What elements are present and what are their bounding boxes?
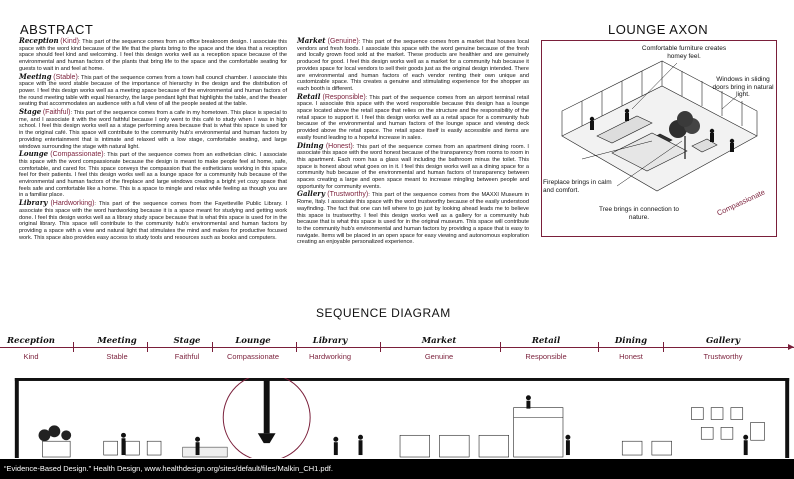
stage-divider [73, 342, 74, 352]
sequence-title: SEQUENCE DIAGRAM [316, 306, 451, 320]
stage-divider [663, 342, 664, 352]
entry-term: Lounge [19, 149, 49, 159]
entry-term: Retail [297, 91, 321, 101]
entry-text: : This part of the sequence comes from a cafe in my hometown. This place is special to me, and I associate it with the word faithful because I only went to this café to study when I was in high school. I feel this design works well as a stage performing area because that is what this space is used for in the original café. This space will contribute to the community hub's environmental and human factors by providing entertainment that is intimate and relaxed with a low stage, comfortable seating, and large windows surrounding the stage with natural light. [19, 110, 287, 150]
entry-word-open: (Hardworking) [50, 200, 95, 208]
abstract-column-left [19, 38, 287, 242]
entry-term: Market [297, 36, 326, 45]
sequence-line [0, 347, 794, 348]
entry-word-open: (Genuine) [327, 38, 359, 45]
entry-word-open: (Stable) [53, 73, 78, 81]
entry-text: : This part of the sequence comes from a town hall council chamber. I associate this space with the word stable because of the importance of hierarchy in the design and the distribution of power. I feel this design works well as a meeting space because of the environmental and human factors of the round meeting table with equal hierarchy, the large pendant light that highlights the table, and the theater seating that accommodates an audience with a full view of all the people seated at the table. [19, 74, 287, 108]
abstract-title: ABSTRACT [20, 22, 94, 37]
annotation-windows: Windows in sliding doors bring in natural light. [712, 76, 774, 98]
lounge-fireplace-flue [264, 378, 270, 433]
stage-word: Hardworking [308, 352, 352, 361]
annotation-fireplace: Fireplace brings in calm and comfort. [543, 179, 612, 194]
stage-term: Dining [614, 336, 648, 346]
retail-mezzanine [514, 408, 563, 457]
entry-word-open: (Honest) [325, 142, 353, 150]
stage-divider [212, 342, 213, 352]
entry-word: Trustworthy [329, 191, 366, 199]
stage-divider [500, 342, 501, 352]
stage-term: Reception [6, 336, 55, 346]
entry-term: Meeting [19, 71, 52, 81]
entry-text: : This part of the sequence comes from a market that houses local vendors and fresh foods. I associate this space with the word genuine because of the fresh and locally grown food sold at the market. These products are healthier and are genuinely produced for good. I feel this design works well as a market for a community hub because it provides space for local vendors to sell their goods just as the original design intended. There are environmental and human factors of each vendor renting their own unique and customizable space. This creates a genuine and stimulating experience for the shopper as each booth is different. [297, 39, 529, 92]
abstract-entry [19, 151, 287, 199]
sequence-section-drawing [10, 378, 794, 458]
entry-word: Kind [62, 38, 77, 45]
gallery-frames [691, 408, 764, 441]
entry-text: : This part of the sequence comes from the Fayetteville Public Library. I associate this space with the word hardworking because it is a space meant for studying and getting work done. I feel this design works well as a library study space because that is what this space is used for in the original library. This space will contribute to the community hub's environmental and human factors by providing a space with a view and natural light that stimulates the mind and makes for productive focused work. This space also provides easy access to study tools and resources such as books and computers. [19, 201, 288, 241]
stage-term: Gallery [705, 336, 741, 346]
entry-word-open: (Trustworthy) [327, 191, 369, 199]
entry-term: Stage [19, 107, 42, 117]
stage-word: Genuine [424, 352, 454, 361]
entry-text: : This part of the sequence comes from the MAXXI Museum in Rome, Italy. I associate this space with the word trustworthy because of the easily understood wayfinding. The fact that one can tell where to go just by looking ahead leads me to believe this space is trustworthy. I feel this design works well as a gallery for a community hub because that is what this space is used for in the original museum. This space will contribute to the community hub's environmental and human factors by providing a space that is easy to navigate. Items will be placed in an open space for easy viewing and autonomous exploration creating an enjoyable personalized experience. [297, 192, 529, 246]
stage-term: Market [421, 336, 457, 346]
entry-word: Hardworking [52, 200, 93, 208]
stage-divider [380, 342, 381, 352]
annotation-furniture: Comfortable furniture creates homey feel. [641, 45, 727, 60]
stage-term: Library [312, 336, 348, 346]
market-stalls [400, 435, 509, 457]
entry-word: Genuine [329, 38, 357, 45]
abstract-entry [297, 38, 529, 93]
entry-word: Honest [328, 142, 351, 150]
entry-text: : This part of the sequence comes from an office breakroom design. I associate this space with the word kind because of the life that the plants bring to the space and the idea that a reception space should feel kind and welcoming. I feel this design works well as a reception space because of the environmental and human factors of the plants that bring life to the space and the comfortable seating for guests to wait in and feel at home. [19, 39, 288, 72]
stage-word: Faithful [174, 352, 200, 361]
stage-word: Stable [106, 352, 128, 361]
entry-word-open: (Responsible) [322, 93, 366, 101]
abstract-column-right [297, 38, 529, 247]
stage-divider [296, 342, 297, 352]
stage-term: Lounge [235, 336, 271, 346]
entry-word-open: (Kind) [60, 38, 79, 45]
stage-word: Trustworthy [703, 352, 743, 361]
sequence-arrow-icon [788, 344, 794, 350]
abstract-entry [19, 109, 287, 150]
abstract-entry [297, 140, 529, 191]
entry-word-open: (Faithful) [42, 109, 71, 117]
entry-word: Stable [55, 73, 76, 81]
entry-word-open: (Compassionate) [50, 151, 104, 159]
entry-term: Library [19, 198, 48, 208]
axon-title: LOUNGE AXON [608, 22, 709, 37]
annotation-compassionate: Compassionate [715, 187, 767, 218]
abstract-entry [19, 71, 287, 109]
citation-caption: “Evidence-Based Design.” Health Design, www.healthdesign.org/sites/default/files/Malkin_CH1.pdf. [0, 459, 794, 479]
stage-word: Compassionate [226, 352, 280, 361]
stage-word: Responsible [525, 352, 567, 361]
entry-word: Compassionate [52, 151, 102, 159]
stage-word: Honest [619, 352, 643, 361]
entry-text: : This part of the sequence comes from an apartment dining room. I associate this space with the word honest because of the transparency from rooms to room in this apartment. Each room has a glass wall including the bathroom minus the toilet. This space is honest about what goes on in it. I feel this design works well as a dining space for a community hub because of the environmental and human factors of transparency between spaces creating a large and open space meant to increase mingling between people and opportunity for community events. [297, 143, 529, 190]
abstract-entry [19, 38, 287, 73]
stage-divider [598, 342, 599, 352]
reception-plants [39, 425, 72, 457]
meeting-seats [104, 441, 161, 455]
stage-term: Stage [173, 336, 201, 346]
abstract-entry [297, 91, 529, 142]
abstract-entry [19, 200, 287, 241]
stage-area [183, 437, 227, 457]
stage-word: Kind [23, 352, 39, 361]
stage-term: Meeting [97, 336, 137, 346]
annotation-tree: Tree brings in connection to nature. [599, 206, 679, 221]
library-people [333, 435, 363, 455]
entry-term: Gallery [297, 189, 326, 199]
axon-frame [541, 40, 777, 237]
abstract-entry [297, 191, 529, 246]
dining-tables [622, 441, 671, 455]
entry-text: : This part of the sequence comes from an esthetician clinic. I associate this space with the word compassionate because the design is meant to make people feel at home, safe, comfortable, and cared for. This space conveys the compassion that the estheticians working in this space feel for their patients. I feel this design works well as a lounge space for a community hub because of the environmental and human factors of the fireplace and large windows creating a bright yet cozy space that feels safe and comfortable like a home. This is a space to mingle and relax while feeling as though you are in a familiar place. [19, 152, 287, 199]
entry-term: Dining [297, 140, 324, 150]
entry-text: : This part of the sequence comes from an airport terminal retail space. I associate this space with the word responsible because this design has a lounge space located above the retail space that relies on the structure and the responsibility of the retail space to support it. I feel this design works well as a retail space for a community hub because of the environmental and human factors of the lounge space and viewing deck provided above the retail space. The retail space itself is easily accessible and items are easily found leading to a hopeful increase in sales. [297, 94, 529, 141]
entry-term: Reception [19, 36, 59, 45]
stage-divider [147, 342, 148, 352]
entry-word: Responsible [324, 93, 364, 101]
entry-word: Faithful [45, 109, 69, 117]
stage-term: Retail [531, 336, 561, 346]
